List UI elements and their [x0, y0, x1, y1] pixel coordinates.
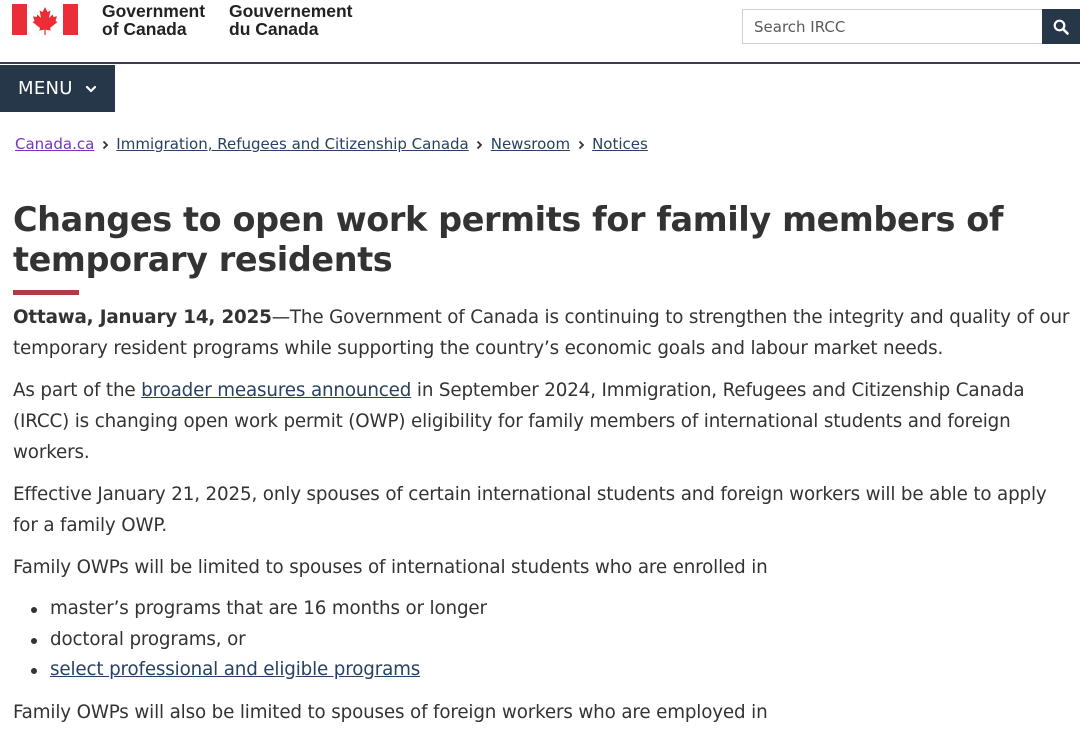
- paragraph-students: Family OWPs will be limited to spouses of international students who are enrolled in: [13, 557, 768, 578]
- measures-text-pre: As part of the: [13, 380, 142, 401]
- chevron-down-icon: [85, 83, 97, 95]
- list-item: master’s programs that are 16 months or longer: [13, 594, 1075, 625]
- broader-measures-link[interactable]: broader measures announced: [141, 380, 412, 401]
- student-program-list: [13, 594, 1075, 686]
- canada-flag-icon[interactable]: [12, 4, 78, 35]
- signature-en-line1: Government: [102, 1, 206, 21]
- breadcrumb-link-notices[interactable]: Notices: [592, 135, 648, 153]
- breadcrumb: [15, 133, 648, 155]
- measures-text-post: in September 2024, Immigration, Refugees and Citizenship Canada (IRCC) is changing open work permit (OWP) eligibility for family members of international students and foreign workers.: [13, 380, 1025, 463]
- article-body: [13, 302, 1075, 739]
- search-icon: [1053, 19, 1069, 35]
- search-input[interactable]: [742, 9, 1042, 44]
- search-button[interactable]: [1042, 9, 1080, 44]
- dateline: Ottawa, January 14, 2025: [13, 307, 272, 328]
- select-programs-link[interactable]: select professional and eligible programs: [50, 659, 421, 680]
- paragraph-measures: [13, 375, 1075, 468]
- list-item: [13, 655, 1075, 686]
- intro-text: —The Government of Canada is continuing to strengthen the integrity and quality of our temporary resident programs while supporting the country’s economic goals and labour market needs.: [13, 307, 1070, 359]
- signature-fr-line1: Gouvernement: [229, 1, 353, 21]
- menu-button[interactable]: [0, 65, 115, 112]
- signature-en-line2: of Canada: [102, 19, 187, 39]
- signature-french[interactable]: [229, 2, 353, 38]
- chevron-right-icon: [570, 133, 592, 155]
- menu-label: MENU: [18, 78, 73, 99]
- breadcrumb-link-newsroom[interactable]: Newsroom: [490, 135, 571, 153]
- paragraph-workers: Family OWPs will also be limited to spouses of foreign workers who are employed in: [13, 701, 768, 723]
- signature-fr-line2: du Canada: [229, 19, 319, 39]
- list-item: doctoral programs, or: [13, 625, 1075, 656]
- breadcrumb-link-canada[interactable]: Canada.ca: [15, 135, 95, 153]
- site-header: [0, 0, 1080, 64]
- title-underline: [13, 290, 79, 295]
- search-form: [742, 9, 1080, 44]
- chevron-right-icon: [469, 133, 491, 155]
- chevron-right-icon: [94, 133, 116, 155]
- page-title: Changes to open work permits for family members of temporary residents: [13, 200, 1004, 279]
- breadcrumb-link-ircc[interactable]: Immigration, Refugees and Citizenship Canada: [116, 135, 469, 153]
- paragraph-effective-date: Effective January 21, 2025, only spouses of certain international students and foreign workers will be able to apply for a family OWP.: [13, 484, 1047, 536]
- paragraph-intro: [13, 302, 1075, 364]
- signature-english[interactable]: [102, 2, 205, 38]
